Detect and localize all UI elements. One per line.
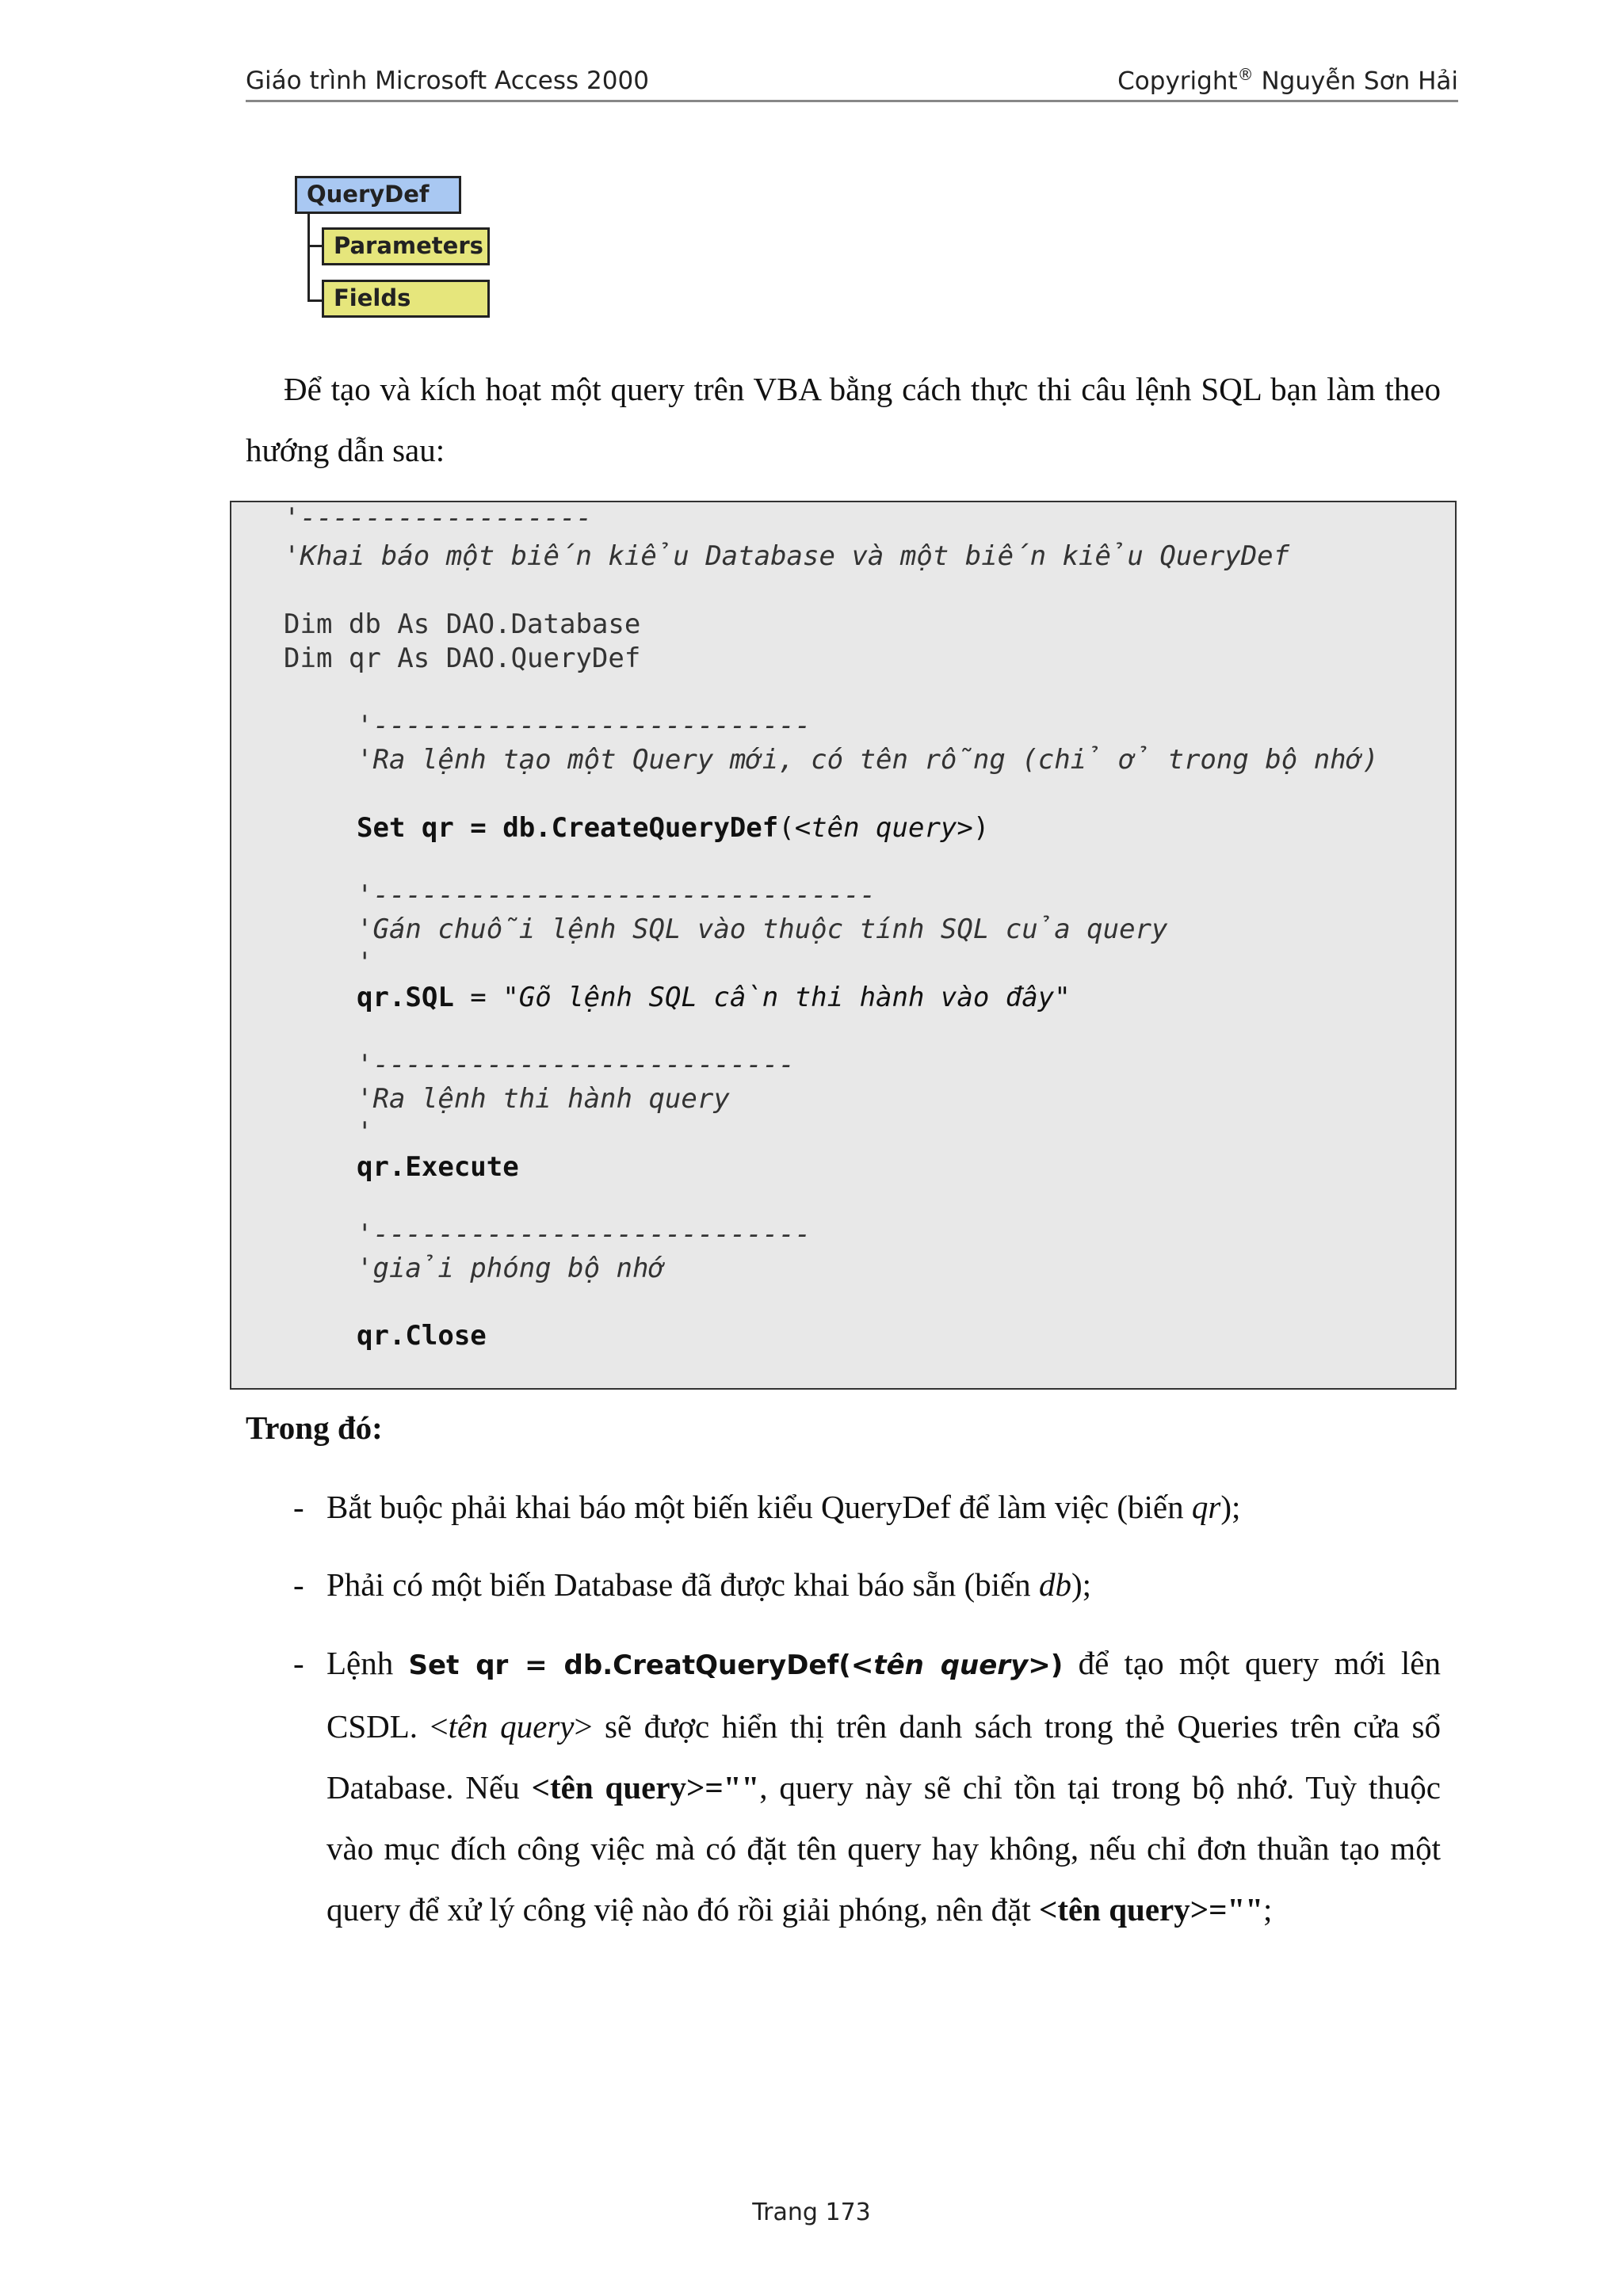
section-subheading: Trong đó: bbox=[246, 1409, 383, 1446]
diagram-node-parameters: Parameters bbox=[322, 227, 490, 265]
list-item: - Phải có một biến Database đã được khai báo sẵn (biến db); bbox=[293, 1566, 1091, 1603]
code-comment-line: ' bbox=[357, 1116, 373, 1148]
diagram-node-fields: Fields bbox=[322, 280, 490, 318]
code-comment-line: 'Ra lệnh tạo một Query mới, có tên rỗng (chỉ ở trong bộ nhớ) bbox=[357, 744, 1379, 776]
code-comment-line: '------------------------------- bbox=[357, 879, 876, 911]
code-line: qr.SQL = "Gõ lệnh SQL cần thi hành vào đây" bbox=[357, 982, 1071, 1013]
header-rule bbox=[246, 100, 1458, 102]
code-comment-line: 'giải phóng bộ nhớ bbox=[357, 1253, 665, 1284]
code-line: qr.Close bbox=[357, 1320, 487, 1352]
code-line: Dim db As DAO.Database bbox=[284, 608, 641, 640]
tree-connector-branch bbox=[307, 245, 322, 247]
querydef-object-diagram bbox=[287, 168, 501, 326]
code-comment-line: '------------------ bbox=[284, 502, 592, 534]
code-line: qr.Execute bbox=[357, 1151, 519, 1183]
code-comment-line: '-------------------------- bbox=[357, 1049, 795, 1081]
code-line: Set qr = db.CreateQueryDef(<tên query>) bbox=[357, 812, 990, 844]
code-comment-line: 'Khai báo một biến kiểu Database và một biến kiểu QueryDef bbox=[284, 540, 1290, 572]
code-comment-line: 'Ra lệnh thi hành query bbox=[357, 1083, 730, 1115]
code-comment-line: 'Gán chuỗi lệnh SQL vào thuộc tính SQL của query bbox=[357, 913, 1168, 945]
code-line: Dim qr As DAO.QueryDef bbox=[284, 643, 641, 674]
page-header bbox=[246, 65, 1458, 95]
tree-connector-vertical bbox=[307, 214, 310, 301]
book-title: Giáo trình Microsoft Access 2000 bbox=[246, 67, 649, 96]
code-comment-line: '--------------------------- bbox=[357, 1219, 812, 1250]
copyright-notice: Copyright® Nguyễn Sơn Hải bbox=[1117, 65, 1458, 96]
code-comment-line: ' bbox=[357, 947, 373, 978]
tree-connector-branch bbox=[307, 299, 322, 302]
page-number: Trang 173 bbox=[752, 2199, 871, 2226]
intro-paragraph: Để tạo và kích hoạt một query trên VBA bằng cách thực thi câu lệnh SQL bạn làm theo hướng dẫn sau: bbox=[246, 371, 1441, 468]
list-item: - Lệnh Set qr = db.CreatQueryDef(<tên query>) để tạo một query mới lên CSDL. <tên query> sẽ được hiển thị trên danh sách trong thẻ Queries trên cửa sổ Database. Nếu <tên query>="", query này sẽ chỉ tồn tại trong bộ nhớ. Tuỳ thuộc vào mục đích công việc mà có đặt tên query hay không, nếu chỉ đơn thuần tạo một query để xử lý công việ nào đó rồi giải phóng, nên đặt <tên query>=""; bbox=[293, 1645, 1441, 1928]
list-item: - Bắt buộc phải khai báo một biến kiểu QueryDef để làm việc (biến qr); bbox=[293, 1489, 1241, 1525]
diagram-node-querydef: QueryDef bbox=[295, 176, 461, 214]
code-comment-line: '--------------------------- bbox=[357, 710, 812, 742]
